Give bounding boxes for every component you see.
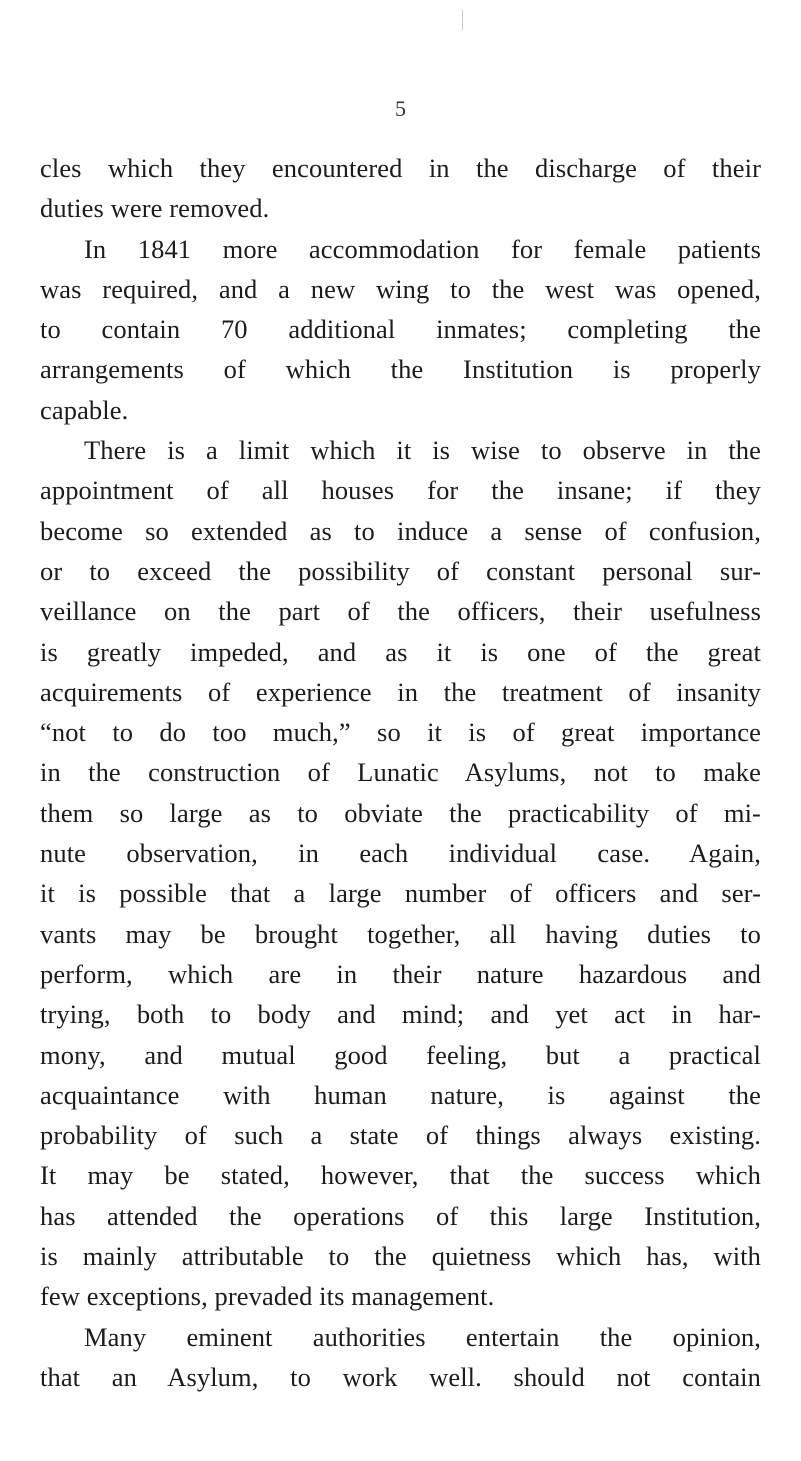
text-line: become so extended as to induce a sense of confusion, bbox=[40, 515, 761, 546]
text-line: mony, and mutual good feeling, but a practical bbox=[40, 1039, 761, 1070]
page-number: 5 bbox=[395, 96, 406, 121]
paragraph-end-line: duties were removed. bbox=[40, 193, 270, 224]
text-line: “not to do too much,” so it is of great importance bbox=[40, 717, 761, 748]
scan-mark bbox=[462, 10, 463, 30]
text-line: in the construction of Lunatic Asylums, not to make bbox=[40, 757, 761, 788]
text-line: is mainly attributable to the quietness which has, with bbox=[40, 1241, 761, 1272]
text-line: acquaintance with human nature, is against the bbox=[40, 1079, 761, 1110]
text-line: nute observation, in each individual case. Again, bbox=[40, 838, 761, 869]
paragraph-end-line: capable. bbox=[40, 394, 129, 425]
text-line: It may be stated, however, that the success which bbox=[40, 1160, 761, 1191]
text-line: acquirements of experience in the treatment of insanity bbox=[40, 676, 761, 707]
text-line: them so large as to obviate the practicability of mi- bbox=[40, 797, 761, 828]
paragraph-start-line: There is a limit which it is wise to observe in the bbox=[84, 435, 761, 466]
paragraph-start-line: In 1841 more accommodation for female patients bbox=[84, 233, 761, 264]
paragraph-start-line: Many eminent authorities entertain the opinion, bbox=[84, 1321, 761, 1352]
text-line: it is possible that a large number of officers and ser- bbox=[40, 878, 761, 909]
text-line: was required, and a new wing to the west was opened, bbox=[40, 273, 761, 304]
text-line: arrangements of which the Institution is properly bbox=[40, 354, 761, 385]
text-line: perform, which are in their nature hazardous and bbox=[40, 958, 761, 989]
body-text bbox=[40, 148, 761, 1397]
text-line: trying, both to body and mind; and yet act in har- bbox=[40, 999, 761, 1030]
text-line: or to exceed the possibility of constant personal sur- bbox=[40, 555, 761, 586]
text-line: veillance on the part of the officers, their usefulness bbox=[40, 596, 761, 627]
text-line: that an Asylum, to work well. should not contain bbox=[40, 1361, 761, 1392]
text-line: appointment of all houses for the insane; if they bbox=[40, 475, 761, 506]
text-line: probability of such a state of things always existing. bbox=[40, 1120, 761, 1151]
text-line: has attended the operations of this large Institution, bbox=[40, 1200, 761, 1231]
text-line: vants may be brought together, all having duties to bbox=[40, 918, 761, 949]
text-line: to contain 70 additional inmates; completing the bbox=[40, 314, 761, 345]
text-line: is greatly impeded, and as it is one of the great bbox=[40, 636, 761, 667]
paragraph-end-line: few exceptions, prevaded its management. bbox=[40, 1281, 495, 1312]
text-line: cles which they encountered in the discharge of their bbox=[40, 153, 761, 183]
